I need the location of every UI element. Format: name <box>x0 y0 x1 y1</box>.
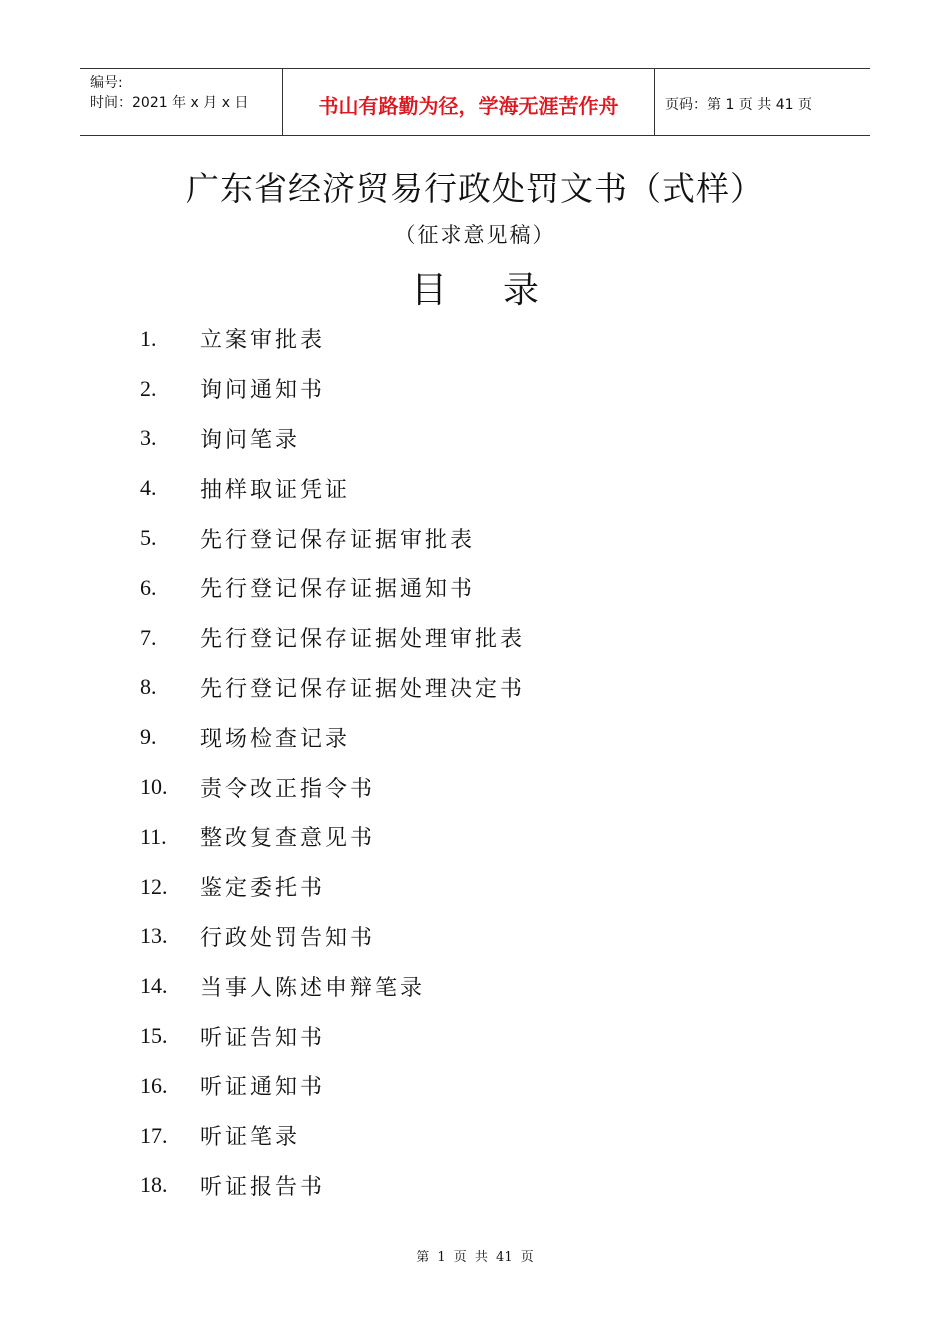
toc-item-number: 1. <box>140 325 157 351</box>
toc-item-number: 14. <box>140 973 168 999</box>
toc-item-number: 6. <box>140 574 157 600</box>
toc-item <box>140 414 525 464</box>
toc-item-text: 先行登记保存证据通知书 <box>200 577 476 603</box>
toc-item-text: 行政处罚告知书 <box>200 925 376 951</box>
toc-heading <box>0 262 950 313</box>
toc-item-number: 18. <box>140 1172 168 1198</box>
toc-item-text: 听证笔录 <box>200 1125 301 1151</box>
document-time-label: 时间：2021 年 x 月 x 日 <box>90 95 249 111</box>
page-footer: 第 1 页 共 41 页 <box>416 1250 534 1265</box>
toc-list <box>140 314 525 1210</box>
toc-item <box>140 314 525 364</box>
toc-item-text: 当事人陈述申辩笔录 <box>200 975 426 1001</box>
header-motto: 书山有路勤为径，学海无涯苦作舟 <box>282 69 655 135</box>
toc-heading-left: 目 <box>410 270 447 311</box>
toc-item <box>140 1111 525 1161</box>
toc-item-text: 整改复查意见书 <box>200 826 376 852</box>
toc-item-number: 4. <box>140 475 157 501</box>
toc-item <box>140 513 525 563</box>
toc-item-number: 16. <box>140 1072 168 1098</box>
document-title: 广东省经济贸易行政处罚文书（式样） <box>186 169 764 208</box>
toc-item <box>140 563 525 613</box>
toc-item <box>140 912 525 962</box>
toc-item <box>140 961 525 1011</box>
toc-item-text: 现场检查记录 <box>200 726 351 752</box>
toc-item-number: 8. <box>140 674 157 700</box>
toc-item-number: 3. <box>140 425 157 451</box>
header-meta <box>80 69 282 135</box>
toc-item <box>140 663 525 713</box>
toc-item-text: 立案审批表 <box>200 328 326 354</box>
toc-item-number: 9. <box>140 724 157 750</box>
toc-item-text: 听证告知书 <box>200 1025 326 1051</box>
toc-item <box>140 1061 525 1111</box>
toc-item-number: 2. <box>140 375 157 401</box>
toc-item-number: 12. <box>140 873 168 899</box>
toc-item <box>140 862 525 912</box>
toc-item <box>140 762 525 812</box>
toc-item-number: 11. <box>140 823 167 849</box>
toc-item-text: 听证通知书 <box>200 1075 326 1101</box>
document-subtitle: （征求意见稿） <box>394 223 556 247</box>
page-header <box>80 68 870 136</box>
toc-item-number: 10. <box>140 774 168 800</box>
toc-item-text: 先行登记保存证据处理决定书 <box>200 676 526 702</box>
toc-item-text: 先行登记保存证据审批表 <box>200 527 476 553</box>
toc-item-number: 17. <box>140 1122 168 1148</box>
toc-item-number: 7. <box>140 624 157 650</box>
toc-item-text: 询问通知书 <box>200 378 326 404</box>
toc-item-text: 听证报告书 <box>200 1174 326 1200</box>
toc-item <box>140 463 525 513</box>
toc-item-text: 先行登记保存证据处理审批表 <box>200 627 526 653</box>
header-page-info: 页码：第 1 页 共 41 页 <box>665 97 812 113</box>
toc-item-text: 询问笔录 <box>200 427 301 453</box>
toc-item <box>140 613 525 663</box>
document-number-label: 编号: <box>90 75 123 91</box>
toc-item <box>140 1161 525 1211</box>
toc-item-text: 鉴定委托书 <box>200 876 326 902</box>
toc-item-number: 13. <box>140 923 168 949</box>
toc-item <box>140 364 525 414</box>
toc-item-text: 抽样取证凭证 <box>200 477 351 503</box>
toc-item-number: 15. <box>140 1023 168 1049</box>
toc-item <box>140 812 525 862</box>
toc-item <box>140 712 525 762</box>
toc-item <box>140 1011 525 1061</box>
toc-item-number: 5. <box>140 525 157 551</box>
toc-heading-right: 录 <box>503 270 540 311</box>
toc-item-text: 责令改正指令书 <box>200 776 376 802</box>
